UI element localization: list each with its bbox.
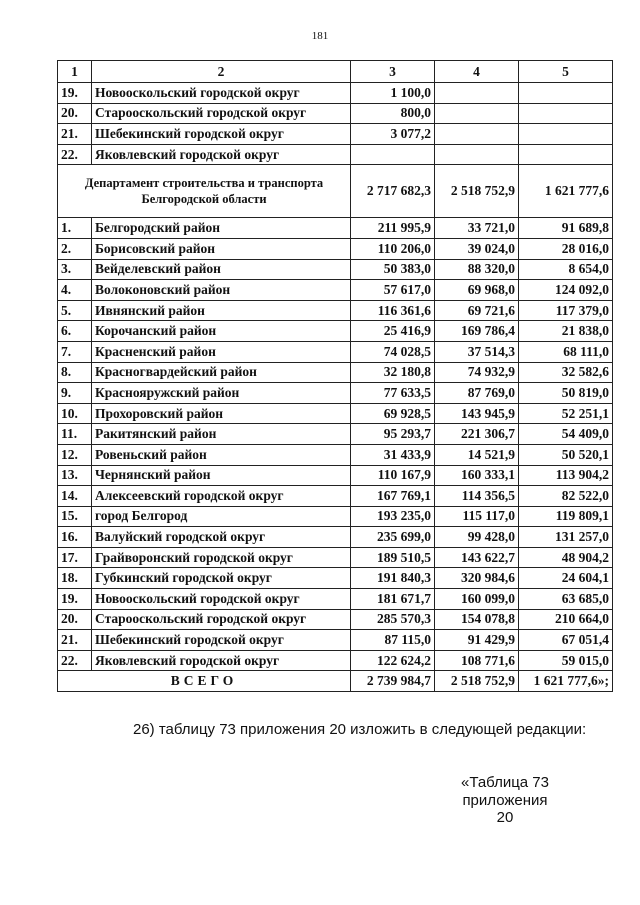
table-row xyxy=(58,486,613,507)
table-row xyxy=(58,506,613,527)
row-number: 18. xyxy=(58,568,92,589)
row-value-col4 xyxy=(435,124,519,145)
row-value-col5: 119 809,1 xyxy=(519,506,613,527)
row-name: Прохоровский район xyxy=(92,403,351,424)
table-row xyxy=(58,630,613,651)
department-value-col3: 2 717 682,3 xyxy=(351,165,435,218)
row-number: 22. xyxy=(58,144,92,165)
row-name: Краснояружский район xyxy=(92,383,351,404)
row-value-col4: 87 769,0 xyxy=(435,383,519,404)
table-row xyxy=(58,568,613,589)
row-value-col5: 131 257,0 xyxy=(519,527,613,548)
row-value-col4: 160 333,1 xyxy=(435,465,519,486)
row-name: Новооскольский городской округ xyxy=(92,589,351,610)
table-row xyxy=(58,444,613,465)
row-value-col3: 1 100,0 xyxy=(351,83,435,104)
row-value-col3: 87 115,0 xyxy=(351,630,435,651)
budget-table xyxy=(57,60,613,692)
row-number: 7. xyxy=(58,341,92,362)
row-number: 5. xyxy=(58,300,92,321)
row-value-col3: 77 633,5 xyxy=(351,383,435,404)
row-value-col5: 50 819,0 xyxy=(519,383,613,404)
row-value-col3: 181 671,7 xyxy=(351,589,435,610)
row-value-col5: 54 409,0 xyxy=(519,424,613,445)
row-number: 15. xyxy=(58,506,92,527)
table-row xyxy=(58,650,613,671)
row-number: 20. xyxy=(58,609,92,630)
row-name: Ровеньский район xyxy=(92,444,351,465)
row-value-col3 xyxy=(351,144,435,165)
row-value-col3: 74 028,5 xyxy=(351,341,435,362)
total-row xyxy=(58,671,613,692)
table-caption-line1: «Таблица 73 xyxy=(460,774,549,791)
table-row xyxy=(58,383,613,404)
row-name: Ивнянский район xyxy=(92,300,351,321)
row-value-col3: 167 769,1 xyxy=(351,486,435,507)
row-number: 9. xyxy=(58,383,92,404)
row-name: Шебекинский городской округ xyxy=(92,630,351,651)
row-name: Корочанский район xyxy=(92,321,351,342)
department-value-col4: 2 518 752,9 xyxy=(435,165,519,218)
row-value-col5: 210 664,0 xyxy=(519,609,613,630)
row-value-col5: 117 379,0 xyxy=(519,300,613,321)
total-value-col4: 2 518 752,9 xyxy=(435,671,519,692)
row-number: 20. xyxy=(58,103,92,124)
row-value-col4: 143 622,7 xyxy=(435,547,519,568)
row-value-col5: 8 654,0 xyxy=(519,259,613,280)
row-number: 6. xyxy=(58,321,92,342)
row-value-col5: 63 685,0 xyxy=(519,589,613,610)
row-name: Шебекинский городской округ xyxy=(92,124,351,145)
row-value-col3: 235 699,0 xyxy=(351,527,435,548)
total-value-col5: 1 621 777,6»; xyxy=(519,671,613,692)
row-value-col4: 169 786,4 xyxy=(435,321,519,342)
table-row xyxy=(58,124,613,145)
row-value-col5: 50 520,1 xyxy=(519,444,613,465)
table-row xyxy=(58,103,613,124)
table-row xyxy=(58,403,613,424)
row-value-col5: 68 111,0 xyxy=(519,341,613,362)
row-number: 22. xyxy=(58,650,92,671)
header-cell: 4 xyxy=(435,61,519,83)
department-value-col5: 1 621 777,6 xyxy=(519,165,613,218)
row-name: Чернянский район xyxy=(92,465,351,486)
header-cell: 1 xyxy=(58,61,92,83)
row-value-col3: 116 361,6 xyxy=(351,300,435,321)
table-row xyxy=(58,144,613,165)
row-value-col4: 69 968,0 xyxy=(435,280,519,301)
row-value-col4: 37 514,3 xyxy=(435,341,519,362)
row-number: 1. xyxy=(58,218,92,239)
row-name: Вейделевский район xyxy=(92,259,351,280)
row-number: 14. xyxy=(58,486,92,507)
row-value-col5: 91 689,8 xyxy=(519,218,613,239)
row-number: 11. xyxy=(58,424,92,445)
row-value-col5: 113 904,2 xyxy=(519,465,613,486)
row-value-col4: 88 320,0 xyxy=(435,259,519,280)
row-value-col3: 25 416,9 xyxy=(351,321,435,342)
row-value-col4: 160 099,0 xyxy=(435,589,519,610)
row-value-col4: 108 771,6 xyxy=(435,650,519,671)
row-value-col3: 31 433,9 xyxy=(351,444,435,465)
row-value-col3: 57 617,0 xyxy=(351,280,435,301)
table-row xyxy=(58,527,613,548)
table-row xyxy=(58,341,613,362)
row-value-col3: 3 077,2 xyxy=(351,124,435,145)
row-value-col3: 110 206,0 xyxy=(351,238,435,259)
header-cell: 3 xyxy=(351,61,435,83)
row-name: город Белгород xyxy=(92,506,351,527)
row-value-col5: 52 251,1 xyxy=(519,403,613,424)
instruction-text: 26) таблицу 73 приложения 20 изложить в следующей редакции: xyxy=(133,721,587,738)
row-value-col4: 33 721,0 xyxy=(435,218,519,239)
row-value-col5: 82 522,0 xyxy=(519,486,613,507)
row-value-col4: 14 521,9 xyxy=(435,444,519,465)
row-value-col5: 24 604,1 xyxy=(519,568,613,589)
table-row xyxy=(58,321,613,342)
row-value-col4: 91 429,9 xyxy=(435,630,519,651)
row-number: 19. xyxy=(58,83,92,104)
row-value-col5 xyxy=(519,124,613,145)
row-number: 3. xyxy=(58,259,92,280)
row-value-col3: 189 510,5 xyxy=(351,547,435,568)
row-number: 21. xyxy=(58,630,92,651)
row-name: Новооскольский городской округ xyxy=(92,83,351,104)
header-cell: 5 xyxy=(519,61,613,83)
row-value-col5 xyxy=(519,144,613,165)
table-row xyxy=(58,238,613,259)
header-row xyxy=(58,61,613,83)
row-name: Яковлевский городской округ xyxy=(92,144,351,165)
row-value-col5: 124 092,0 xyxy=(519,280,613,301)
row-name: Красногвардейский район xyxy=(92,362,351,383)
table-row xyxy=(58,218,613,239)
table-row xyxy=(58,83,613,104)
row-number: 16. xyxy=(58,527,92,548)
row-value-col3: 285 570,3 xyxy=(351,609,435,630)
row-name: Белгородский район xyxy=(92,218,351,239)
row-value-col5: 21 838,0 xyxy=(519,321,613,342)
row-number: 2. xyxy=(58,238,92,259)
table-row xyxy=(58,547,613,568)
total-value-col3: 2 739 984,7 xyxy=(351,671,435,692)
row-value-col4: 320 984,6 xyxy=(435,568,519,589)
row-number: 4. xyxy=(58,280,92,301)
row-name: Алексеевский городской округ xyxy=(92,486,351,507)
row-value-col5: 32 582,6 xyxy=(519,362,613,383)
department-row xyxy=(58,165,613,218)
table-row xyxy=(58,465,613,486)
header-cell: 2 xyxy=(92,61,351,83)
row-value-col3: 800,0 xyxy=(351,103,435,124)
table-row xyxy=(58,424,613,445)
budget-table-body xyxy=(58,61,613,692)
row-value-col5: 28 016,0 xyxy=(519,238,613,259)
row-value-col3: 191 840,3 xyxy=(351,568,435,589)
row-value-col4: 143 945,9 xyxy=(435,403,519,424)
row-value-col4 xyxy=(435,83,519,104)
row-value-col4: 69 721,6 xyxy=(435,300,519,321)
table-caption-line2: приложения 20 xyxy=(462,792,548,826)
row-number: 8. xyxy=(58,362,92,383)
row-value-col5 xyxy=(519,103,613,124)
row-value-col5: 48 904,2 xyxy=(519,547,613,568)
table-row xyxy=(58,300,613,321)
table-row xyxy=(58,280,613,301)
department-name: Департамент строительства и транспорта Белгородской области xyxy=(58,165,351,218)
row-number: 17. xyxy=(58,547,92,568)
row-value-col3: 211 995,9 xyxy=(351,218,435,239)
row-name: Ракитянский район xyxy=(92,424,351,445)
row-value-col5: 67 051,4 xyxy=(519,630,613,651)
row-name: Губкинский городской округ xyxy=(92,568,351,589)
row-number: 19. xyxy=(58,589,92,610)
row-value-col3: 50 383,0 xyxy=(351,259,435,280)
row-value-col4: 74 932,9 xyxy=(435,362,519,383)
row-number: 21. xyxy=(58,124,92,145)
row-number: 10. xyxy=(58,403,92,424)
table-row xyxy=(58,589,613,610)
row-value-col5 xyxy=(519,83,613,104)
row-name: Волоконовский район xyxy=(92,280,351,301)
row-name: Валуйский городской округ xyxy=(92,527,351,548)
row-value-col4: 154 078,8 xyxy=(435,609,519,630)
row-value-col4 xyxy=(435,103,519,124)
table-row xyxy=(58,259,613,280)
row-name: Старооскольский городской округ xyxy=(92,103,351,124)
row-number: 12. xyxy=(58,444,92,465)
row-value-col3: 122 624,2 xyxy=(351,650,435,671)
row-name: Грайворонский городской округ xyxy=(92,547,351,568)
row-value-col4 xyxy=(435,144,519,165)
total-label: ВСЕГО xyxy=(58,671,351,692)
row-name: Красненский район xyxy=(92,341,351,362)
row-value-col3: 110 167,9 xyxy=(351,465,435,486)
row-name: Борисовский район xyxy=(92,238,351,259)
row-value-col4: 114 356,5 xyxy=(435,486,519,507)
table-row xyxy=(58,609,613,630)
row-number: 13. xyxy=(58,465,92,486)
row-value-col4: 39 024,0 xyxy=(435,238,519,259)
row-value-col4: 99 428,0 xyxy=(435,527,519,548)
row-name: Старооскольский городской округ xyxy=(92,609,351,630)
row-value-col5: 59 015,0 xyxy=(519,650,613,671)
row-value-col3: 69 928,5 xyxy=(351,403,435,424)
page-number: 181 xyxy=(311,30,329,42)
row-value-col3: 32 180,8 xyxy=(351,362,435,383)
row-value-col3: 193 235,0 xyxy=(351,506,435,527)
row-value-col4: 115 117,0 xyxy=(435,506,519,527)
table-row xyxy=(58,362,613,383)
row-name: Яковлевский городской округ xyxy=(92,650,351,671)
row-value-col4: 221 306,7 xyxy=(435,424,519,445)
row-value-col3: 95 293,7 xyxy=(351,424,435,445)
